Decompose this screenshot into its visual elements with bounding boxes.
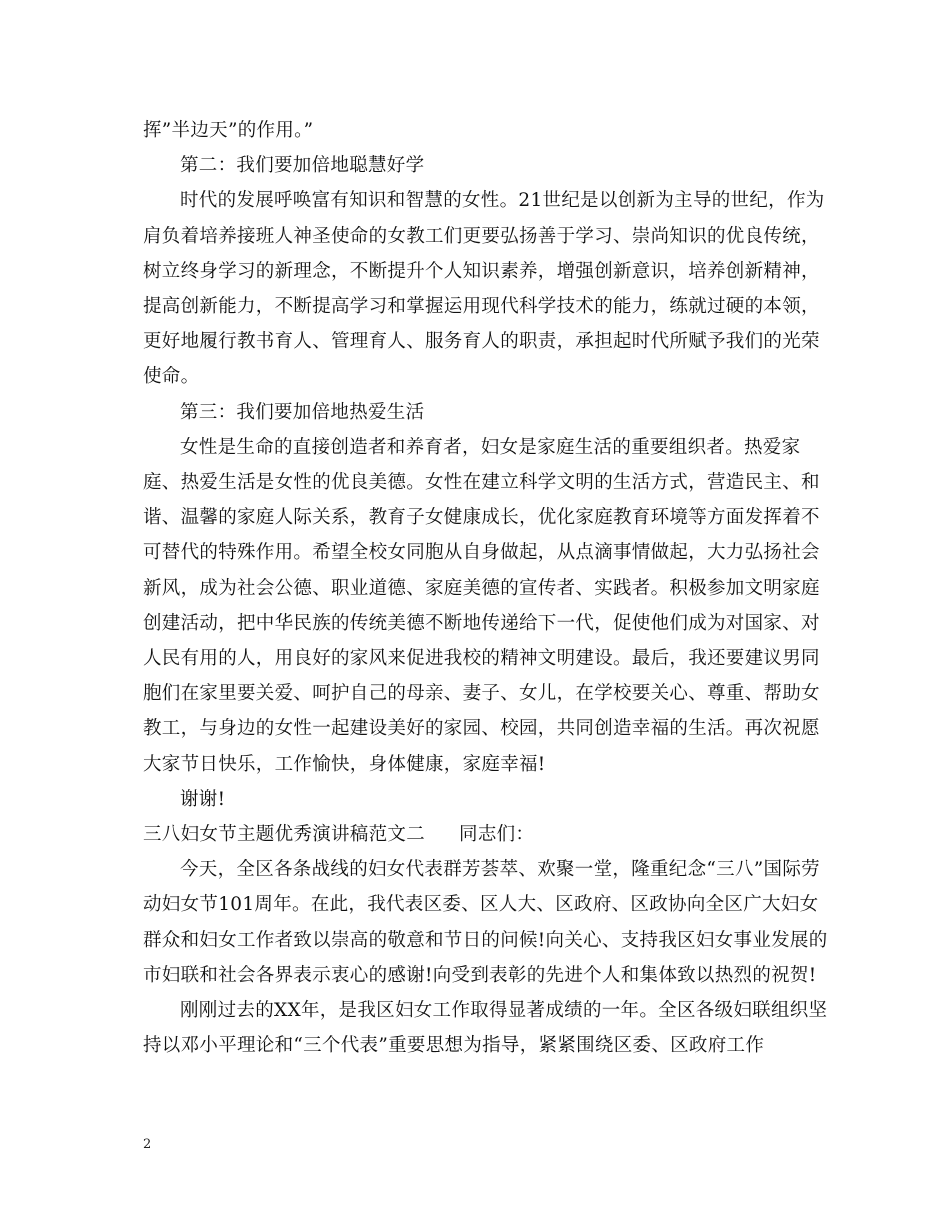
subheading: 第三：我们要加倍地热爱生活 [180, 401, 425, 423]
closing-thanks: 谢谢! [180, 788, 226, 810]
paragraph: 挥”半边天”的作用。” [143, 120, 314, 141]
document-body [143, 113, 833, 1063]
paragraph: 今天，全区各条战线的妇女代表群芳荟萃、欢聚一堂，隆重纪念“三八”国际劳动妇女节101周年。在此，我代表区委、区人大、区政府、区政协向全区广大妇女群众和妇女工作者致以崇高的敬意和节日的问候!向关心、支持我区妇女事业发展的市妇联和社会各界表示衷心的感谢!向受到表彰的先进个人和集体致以热烈的祝贺! [143, 859, 828, 986]
subheading: 第二：我们要加倍地聪慧好学 [180, 155, 425, 177]
paragraph: 女性是生命的直接创造者和养育者，妇女是家庭生活的重要组织者。热爱家庭、热爱生活是女性的优良美德。女性在建立科学文明的生活方式，营造民主、和谐、温馨的家庭人际关系，教育子女健康成长，优化家庭教育环境等方面发挥着不可替代的特殊作用。希望全校女同胞从自身做起，从点滴事情做起，大力弘扬社会新风，成为社会公德、职业道德、家庭美德的宣传者、实践者。积极参加文明家庭创建活动，把中华民族的传统美德不断地传递给下一代，促使他们成为对国家、对人民有用的人，用良好的家风来促进我校的精神文明建设。最后，我还要建议男同胞们在家里要关爱、呵护自己的母亲、妻子、女儿，在学校要关心、尊重、帮助女教工，与身边的女性一起建设美好的家园、校园，共同创造幸福的生活。再次祝愿大家节日快乐，工作愉快，身体健康，家庭幸福! [143, 436, 820, 775]
salutation: 同志们： [459, 824, 535, 846]
paragraph: 刚刚过去的XX年，是我区妇女工作取得显著成绩的一年。全区各级妇联组织坚持以邓小平理论和“三个代表”重要思想为指导，紧紧围绕区委、区政府工作 [143, 1000, 828, 1057]
section-title-line [143, 817, 833, 852]
paragraph: 时代的发展呼唤富有知识和智慧的女性。21世纪是以创新为主导的世纪，作为肩负着培养接班人神圣使命的女教工们更要弘扬善于学习、崇尚知识的优良传统，树立终身学习的新理念，不断提升个人知识素养，增强创新意识，培养创新精神，提高创新能力，不断提高学习和掌握运用现代科学技术的能力，练就过硬的本领，更好地履行教书育人、管理育人、服务育人的职责，承担起时代所赋予我们的光荣使命。 [143, 190, 825, 388]
page-number: 2 [143, 1137, 152, 1152]
section-title: 三八妇女节主题优秀演讲稿范文二 [143, 824, 426, 846]
